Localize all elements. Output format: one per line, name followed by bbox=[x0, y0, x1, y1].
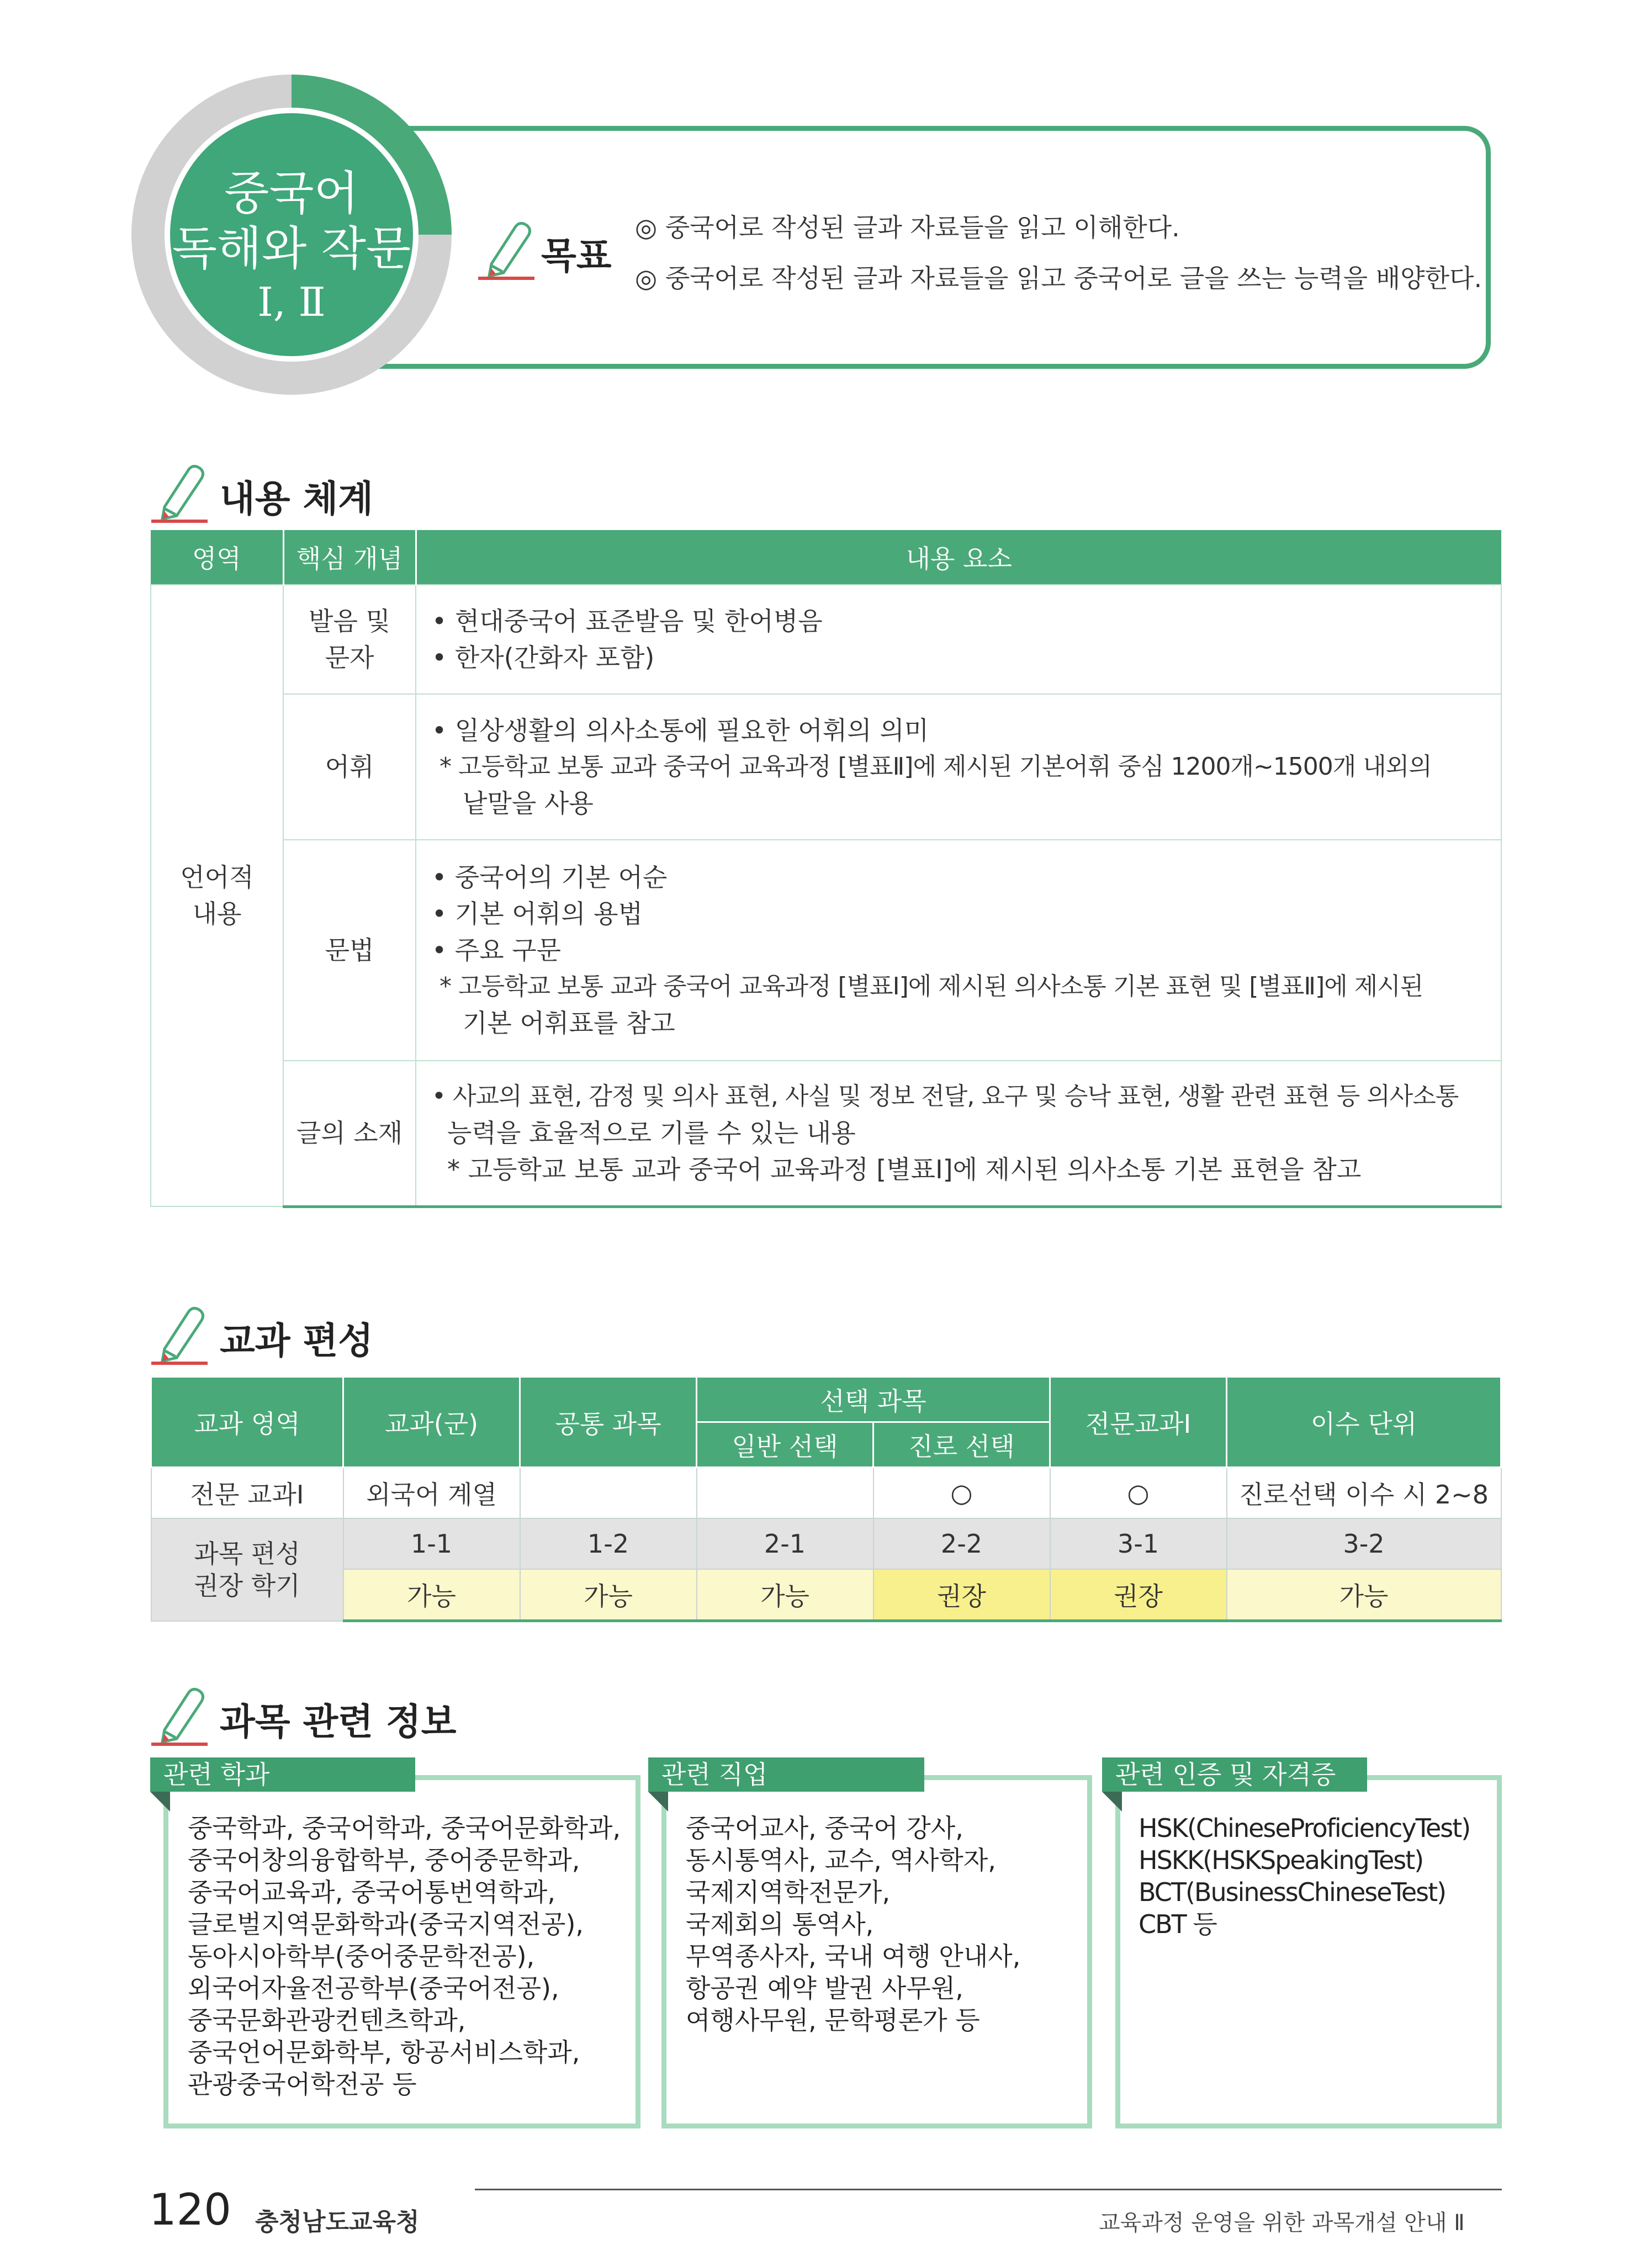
area-text: 언어적 bbox=[180, 862, 254, 892]
semester-cell: 1-1 bbox=[343, 1518, 520, 1569]
column-header: 공통 과목 bbox=[520, 1377, 697, 1468]
content-note: 낱말을 사용 bbox=[463, 788, 594, 818]
column-header: 진로 선택 bbox=[873, 1422, 1050, 1468]
section-title-content-system: 내용 체계 bbox=[220, 478, 374, 520]
semester-cell: 2-2 bbox=[873, 1518, 1050, 1569]
list-item: CBT 등 bbox=[1139, 1909, 1216, 1939]
concept-cell bbox=[283, 840, 416, 1061]
goal-item: ◎ 중국어로 작성된 글과 자료들을 읽고 이해한다. bbox=[635, 213, 1180, 242]
tab-fold bbox=[1102, 1792, 1122, 1812]
table-row bbox=[151, 1569, 1501, 1621]
area-text: 내용 bbox=[192, 899, 242, 929]
related-jobs-tab: 관련 직업 bbox=[648, 1757, 924, 1792]
related-certificates-tab: 관련 인증 및 자격증 bbox=[1102, 1757, 1367, 1792]
section-title-related-info: 과목 관련 정보 bbox=[220, 1701, 457, 1743]
list-item: HSK(ChineseProficiencyTest) bbox=[1139, 1813, 1470, 1843]
table-row bbox=[151, 840, 1501, 1061]
curriculum-table bbox=[150, 1376, 1502, 1622]
column-header: 선택 과목 bbox=[697, 1377, 1050, 1422]
list-item: HSKK(HSKSpeakingTest) bbox=[1139, 1845, 1423, 1875]
availability-cell: 가능 bbox=[520, 1569, 697, 1621]
semester-cell: 2-1 bbox=[697, 1518, 873, 1569]
content-line: • 기본 어휘의 용법 bbox=[432, 899, 643, 929]
list-item: 중국학과, 중국어학과, 중국어문화학과, bbox=[188, 1813, 621, 1843]
semester-label-cell bbox=[151, 1518, 343, 1621]
table-header-row bbox=[151, 530, 1501, 585]
tab-fold bbox=[150, 1792, 170, 1812]
related-certificates-list bbox=[1139, 1812, 1470, 1940]
table-header-row bbox=[151, 1377, 1501, 1422]
content-note: * 고등학교 보통 교과 중국어 교육과정 [별표Ⅰ]에 제시된 의사소통 기본 표현 및 [별표Ⅱ]에 제시된 bbox=[440, 972, 1423, 1000]
publisher: 충청남도교육청 bbox=[255, 2208, 420, 2236]
list-item: 중국어창의융합학부, 중어중문학과, bbox=[188, 1845, 580, 1875]
concept-text: 문법 bbox=[325, 935, 374, 965]
concept-text: 어휘 bbox=[325, 752, 374, 782]
content-line: 능력을 효율적으로 기를 수 있는 내용 bbox=[447, 1118, 856, 1148]
content-note: * 고등학교 보통 교과 중국어 교육과정 [별표Ⅱ]에 제시된 기본어휘 중심 1200개~1500개 내외의 bbox=[440, 753, 1432, 781]
list-item: 국제회의 통역사, bbox=[686, 1909, 874, 1939]
concept-cell bbox=[283, 694, 416, 840]
guide-title: 교육과정 운영을 위한 과목개설 안내 Ⅱ bbox=[1099, 2210, 1465, 2236]
column-header: 영역 bbox=[151, 530, 283, 585]
pencil-icon bbox=[149, 1300, 210, 1367]
concept-text: 문자 bbox=[325, 643, 374, 673]
content-cell bbox=[416, 840, 1501, 1061]
column-header: 이수 단위 bbox=[1227, 1377, 1501, 1468]
column-header: 일반 선택 bbox=[697, 1422, 873, 1468]
content-line: • 현대중국어 표준발음 및 한어병음 bbox=[432, 606, 823, 636]
list-item: BCT(BusinessChineseTest) bbox=[1139, 1877, 1446, 1907]
column-header: 핵심 개념 bbox=[283, 530, 416, 585]
list-item: 국제지역학전문가, bbox=[686, 1877, 891, 1907]
table-cell: 외국어 계열 bbox=[343, 1468, 520, 1519]
availability-cell: 권장 bbox=[873, 1569, 1050, 1621]
list-item: 관광중국어학전공 등 bbox=[188, 2069, 417, 2099]
subject-title-line: 독해와 작문 bbox=[172, 221, 411, 276]
list-item: 항공권 예약 발권 사무원, bbox=[686, 1973, 963, 2003]
content-line: • 일상생활의 의사소통에 필요한 어휘의 의미 bbox=[432, 716, 929, 745]
table-row bbox=[151, 585, 1501, 694]
tab-fold bbox=[648, 1792, 668, 1812]
concept-text: 발음 및 bbox=[309, 606, 390, 636]
table-cell: 진로선택 이수 시 2~8 bbox=[1227, 1468, 1501, 1519]
list-item: 중국문화관광컨텐츠학과, bbox=[188, 2005, 466, 2035]
list-item: 중국언어문화학부, 항공서비스학과, bbox=[188, 2037, 580, 2067]
table-row bbox=[151, 1518, 1501, 1569]
subject-title-line: Ⅰ, Ⅱ bbox=[257, 279, 326, 325]
footer-rule bbox=[475, 2189, 1502, 2190]
content-cell bbox=[416, 694, 1501, 840]
semester-cell: 3-1 bbox=[1050, 1518, 1227, 1569]
subject-badge bbox=[165, 108, 419, 362]
column-header: 전문교과Ⅰ bbox=[1050, 1377, 1227, 1468]
list-item: 외국어자율전공학부(중국어전공), bbox=[188, 1973, 559, 2003]
content-line: • 주요 구문 bbox=[432, 935, 562, 965]
content-line: • 중국어의 기본 어순 bbox=[432, 862, 668, 892]
list-item: 여행사무원, 문학평론가 등 bbox=[686, 2005, 980, 2035]
table-cell: ○ bbox=[873, 1468, 1050, 1519]
list-item: 무역종사자, 국내 여행 안내사, bbox=[686, 1941, 1021, 1971]
availability-cell: 가능 bbox=[697, 1569, 873, 1621]
table-row bbox=[151, 1468, 1501, 1519]
table-cell bbox=[697, 1468, 873, 1519]
availability-cell: 가능 bbox=[1227, 1569, 1501, 1621]
table-row bbox=[151, 1061, 1501, 1206]
related-jobs-list bbox=[686, 1812, 1020, 2036]
list-item: 중국어교사, 중국어 강사, bbox=[686, 1813, 963, 1843]
concept-cell bbox=[283, 585, 416, 694]
pencil-icon bbox=[149, 1681, 210, 1748]
list-item: 중국어교육과, 중국어통번역학과, bbox=[188, 1877, 555, 1907]
section-title-curriculum: 교과 편성 bbox=[220, 1320, 374, 1362]
concept-text: 글의 소재 bbox=[296, 1118, 403, 1148]
column-header: 교과(군) bbox=[343, 1377, 520, 1468]
semester-cell: 1-2 bbox=[520, 1518, 697, 1569]
column-header: 교과 영역 bbox=[151, 1377, 343, 1468]
table-cell: ○ bbox=[1050, 1468, 1227, 1519]
availability-cell: 가능 bbox=[343, 1569, 520, 1621]
table-row bbox=[151, 694, 1501, 840]
availability-cell: 권장 bbox=[1050, 1569, 1227, 1621]
list-item: 글로벌지역문화학과(중국지역전공), bbox=[188, 1909, 584, 1939]
area-cell bbox=[151, 585, 283, 1206]
content-line: • 한자(간화자 포함) bbox=[432, 643, 655, 673]
column-header: 내용 요소 bbox=[416, 530, 1501, 585]
pencil-icon bbox=[476, 215, 537, 282]
table-cell: 전문 교과Ⅰ bbox=[151, 1468, 343, 1519]
subject-title-line: 중국어 bbox=[224, 166, 359, 220]
semester-label-text: 권장 학기 bbox=[194, 1570, 300, 1601]
goal-item: ◎ 중국어로 작성된 글과 자료들을 읽고 중국어로 글을 쓰는 능력을 배양한다. bbox=[635, 263, 1482, 293]
semester-cell: 3-2 bbox=[1227, 1518, 1501, 1569]
table-cell bbox=[520, 1468, 697, 1519]
content-note: * 고등학교 보통 교과 중국어 교육과정 [별표Ⅰ]에 제시된 의사소통 기본 표현을 참고 bbox=[447, 1155, 1362, 1185]
related-departments-tab: 관련 학과 bbox=[150, 1757, 415, 1792]
content-system-table bbox=[150, 530, 1502, 1208]
content-note: 기본 어휘표를 참고 bbox=[463, 1008, 675, 1038]
pencil-icon bbox=[149, 458, 210, 525]
list-item: 동시통역사, 교수, 역사학자, bbox=[686, 1845, 996, 1875]
content-cell bbox=[416, 1061, 1501, 1206]
list-item: 동아시아학부(중어중문학전공), bbox=[188, 1941, 535, 1971]
related-departments-list bbox=[188, 1812, 621, 2100]
goal-label: 목표 bbox=[541, 235, 612, 277]
content-line: • 사교의 표현, 감정 및 의사 표현, 사실 및 정보 전달, 요구 및 승낙 표현, 생활 관련 표현 등 의사소통 bbox=[432, 1082, 1459, 1111]
content-cell bbox=[416, 585, 1501, 694]
concept-cell bbox=[283, 1061, 416, 1206]
page-number: 120 bbox=[149, 2185, 231, 2235]
semester-label-text: 과목 편성 bbox=[194, 1538, 300, 1569]
